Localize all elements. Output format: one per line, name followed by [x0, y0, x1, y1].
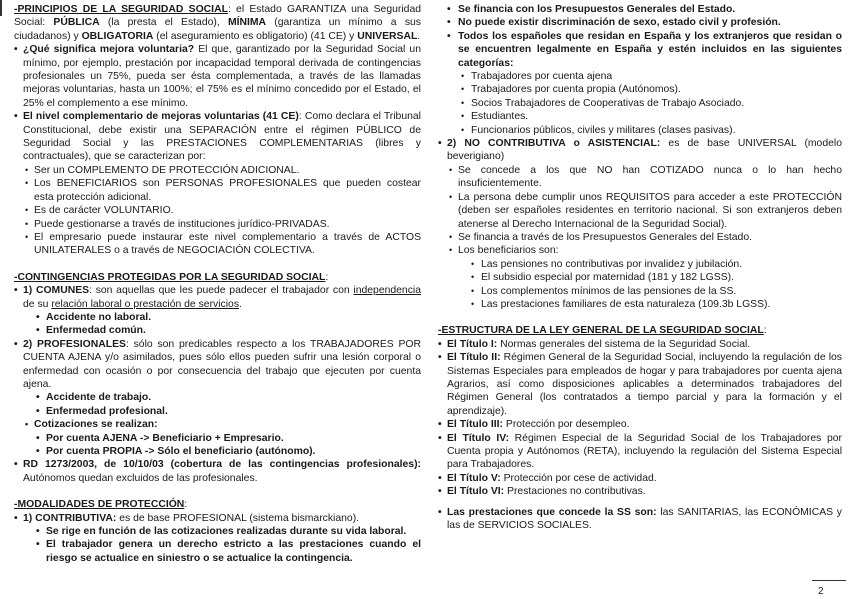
list-item: • Se financia a través de los Presupuestos Generales del Estado.	[438, 231, 842, 244]
list-item: • Funcionarios públicos, civiles y militares (clases pasivas).	[438, 124, 842, 137]
list-item: • Los beneficiarios son:	[438, 244, 842, 257]
no-contributiva-item: • 2) NO CONTRIBUTIVA o ASISTENCIAL: es de base UNIVERSAL (modelo beverigiano)	[438, 137, 842, 164]
list-item: • Puede gestionarse a través de instituciones jurídico-PRIVADAS.	[14, 218, 421, 231]
titulo-item: • El Título I: Normas generales del sistema de la Seguridad Social.	[438, 338, 842, 351]
nivel-complementario-item: • El nivel complementario de mejoras voluntarias (41 CE): Como declara el Tribunal Constitucional, debe existir una SEPARACIÓN entre el régimen PÚBLICO de Seguridad Social y las PRESTACIONES COMPLEMENTARIAS (libres y contractuales), que se caracterizan por:	[14, 110, 421, 164]
list-item: • La persona debe cumplir unos REQUISITOS para acceder a este PROTECCIÓN (deben ser españoles residentes en territorio nacional. Si son extranjeros deben atenerse al Derecho Internacional de la Seguridad Social).	[438, 191, 842, 231]
footer-rule	[812, 580, 846, 581]
titulo-item: • El Título IV: Régimen Especial de la Seguridad Social de los Trabajadores por Cuenta propia y Autónomos (RETA), incluyendo la regulación del Sistema Especial para Trabajadores.	[438, 432, 842, 472]
left-column	[14, 3, 421, 565]
list-item: • Estudiantes.	[438, 110, 842, 123]
prestaciones-list	[438, 506, 842, 533]
spacer	[438, 311, 842, 324]
principios-list	[14, 43, 421, 258]
list-item: • Es de carácter VOLUNTARIO.	[14, 204, 421, 217]
list-item: • El trabajador genera un derecho estricto a las prestaciones cuando el riesgo se actualice en siniestro o se actualice la contingencia.	[14, 538, 421, 565]
spacer	[14, 258, 421, 271]
rd-item: • RD 1273/2003, de 10/10/03 (cobertura de las contingencias profesionales): Autónomos quedan excluidos de las profesionales.	[14, 458, 421, 485]
spacer	[438, 499, 842, 506]
principios-title: -PRINCIPIOS DE LA SEGURIDAD SOCIAL	[14, 4, 228, 15]
page-edge-mark	[0, 0, 2, 16]
titulo-item: • El Título V: Protección por cese de actividad.	[438, 472, 842, 485]
page-number: 2	[818, 586, 824, 597]
principios-paragraph: -PRINCIPIOS DE LA SEGURIDAD SOCIAL: el Estado GARANTIZA una Seguridad Social: PÚBLICA (la presta el Estado), MÍNIMA (garantiza un mínimo a sus ciudadanos) y OBLIGATORIA (el aseguramiento es obligatorio) (41 CE) y UNIVERSAL.	[14, 4, 422, 42]
list-item: • Se concede a los que NO han COTIZADO nunca o lo han hecho insuficientemente.	[438, 164, 842, 191]
list-item: • Enfermedad profesional.	[14, 405, 421, 418]
spacer	[14, 485, 421, 498]
prestaciones-item: • Las prestaciones que concede la SS son: las SANITARIAS, las ECONÓMICAS y las de SERVICIOS SOCIALES.	[438, 506, 842, 533]
titulo-item: • El Título III: Protección por desempleo.	[438, 418, 842, 431]
list-item: • Enfermedad común.	[14, 324, 421, 337]
modalidades-heading: -MODALIDADES DE PROTECCIÓN:	[14, 499, 188, 511]
list-item: • Socios Trabajadores de Cooperativas de Trabajo Asociado.	[438, 97, 842, 110]
no-contributiva-list	[438, 137, 842, 311]
titulo-item: • El Título VI: Prestaciones no contributivas.	[438, 485, 842, 498]
list-item: • Los complementos mínimos de las pensiones de la SS.	[438, 285, 842, 298]
cotizaciones-item: • Cotizaciones se realizan:	[14, 418, 421, 431]
mejora-voluntaria-item: • ¿Qué significa mejora voluntaria? El que, garantizado por la Seguridad Social un mínimo, por ejemplo, prestación por incapacidad temporal derivada de contingencias profesionales un 75%, pueda ser ésta complementada, a través de las llamadas mejoras voluntarias, hasta un 100%; el 75% es el mínimo concedido por el Estado, el 25% el complemento a ese mínimo.	[14, 43, 421, 110]
list-item: • Por cuenta AJENA -> Beneficiario + Empresario.	[14, 432, 421, 445]
list-item: • Trabajadores por cuenta ajena	[438, 70, 842, 83]
list-item: • Trabajadores por cuenta propia (Autónomos).	[438, 83, 842, 96]
contingencias-heading: -CONTINGENCIAS PROTEGIDAS POR LA SEGURIDAD SOCIAL:	[14, 271, 329, 283]
contributiva-item: • 1) CONTRIBUTIVA: es de base PROFESIONAL (sistema bismarckiano).	[14, 512, 421, 525]
list-item: • Todos los españoles que residan en España y los extranjeros que residan o se encuentren legalmente en España y estén incluidos en las siguientes categorías:	[438, 30, 842, 70]
estructura-heading: -ESTRUCTURA DE LA LEY GENERAL DE LA SEGURIDAD SOCIAL:	[438, 325, 767, 337]
list-item: • Ser un COMPLEMENTO DE PROTECCIÓN ADICIONAL.	[14, 164, 421, 177]
list-item: • Las prestaciones familiares de esta naturaleza (109.3b LGSS).	[438, 298, 842, 311]
contributiva-cont-list	[438, 3, 842, 137]
estructura-list	[438, 338, 842, 499]
list-item: • Por cuenta PROPIA -> Sólo el beneficiario (autónomo).	[14, 445, 421, 458]
list-item: • Accidente de trabajo.	[14, 391, 421, 404]
modalidades-list	[14, 512, 421, 566]
list-item: • El empresario puede instaurar este nivel complementario a través de ACTOS UNILATERALES o a través de NEGOCIACIÓN COLECTIVA.	[14, 231, 421, 258]
list-item: • Las pensiones no contributivas por invalidez y jubilación.	[438, 258, 842, 271]
titulo-item: • El Título II: Régimen General de la Seguridad Social, incluyendo la regulación de los Sistemas Especiales para empleados de hogar y para trabajadores por cuenta ajena Agrarios, así como disposiciones aplicables a determinados trabajadores del Régimen General (los contratados a tiempo parcial y para la formación y el aprendizaje).	[438, 351, 842, 418]
list-item: • Se rige en función de las cotizaciones realizadas durante su vida laboral.	[14, 525, 421, 538]
comunes-item: • 1) COMUNES: son aquellas que les puede padecer el trabajador con independencia de su relación laboral o prestación de servicios.	[14, 284, 421, 311]
profesionales-item: • 2) PROFESIONALES: sólo son predicables respecto a los TRABAJADORES POR CUENTA AJENA y/o asimilados, pues sólo ellos pueden sufrir una lesión corporal o enfermedad con ocasión o por consecuencia del trabajo que ejecuten por cuenta ajena.	[14, 338, 421, 392]
list-item: • Los BENEFICIARIOS son PERSONAS PROFESIONALES que pueden costear esta protección adicional.	[14, 177, 421, 204]
list-item: • Accidente no laboral.	[14, 311, 421, 324]
list-item: • Se financia con los Presupuestos Generales del Estado.	[438, 3, 842, 16]
contingencias-list	[14, 284, 421, 485]
list-item: • El subsidio especial por maternidad (181 y 182 LGSS).	[438, 271, 842, 284]
right-column	[438, 3, 842, 532]
list-item: • No puede existir discriminación de sexo, estado civil y profesión.	[438, 16, 842, 29]
